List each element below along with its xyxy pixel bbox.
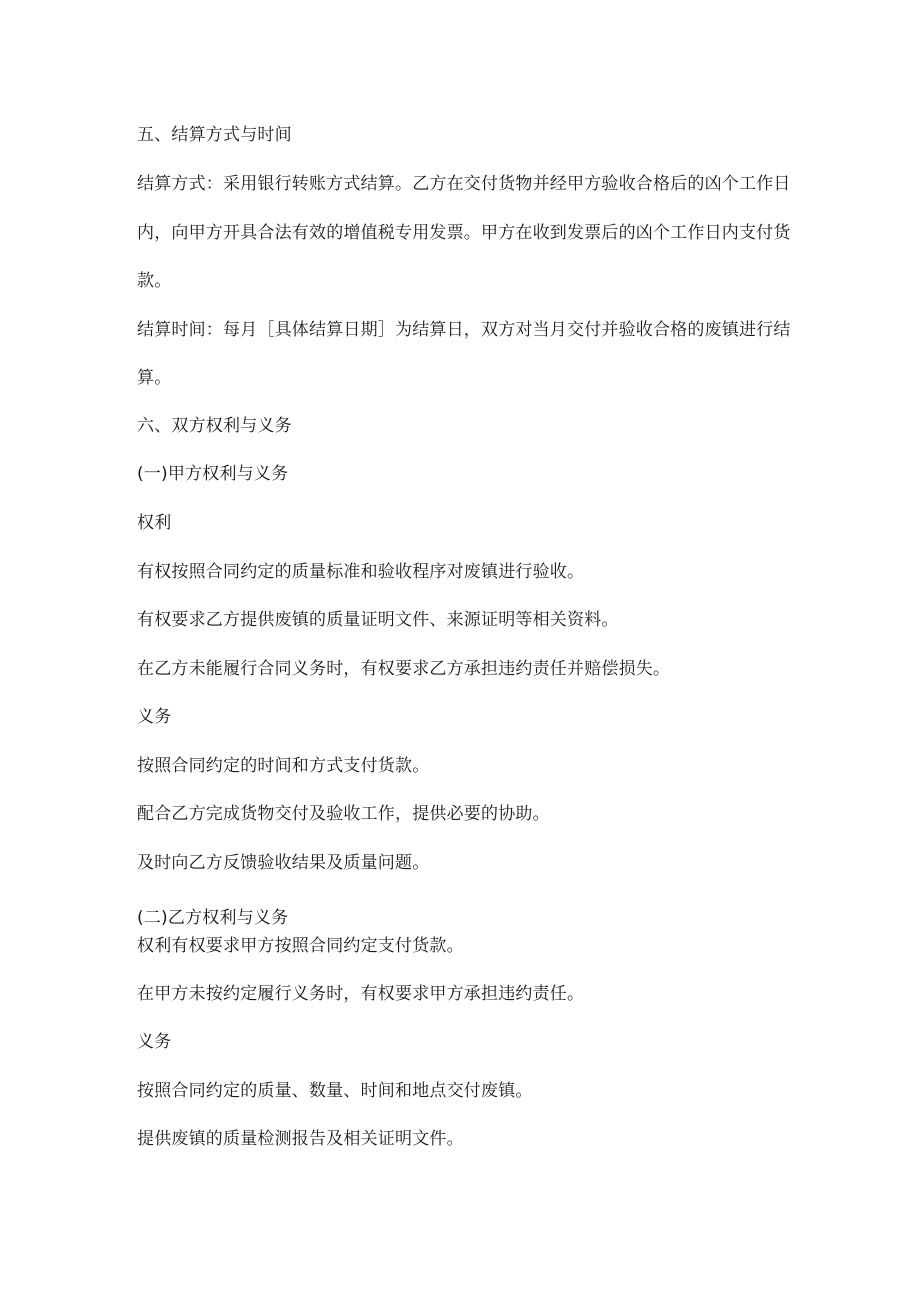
list-item: 权利有权要求甲方按照合同约定支付货款。 (137, 936, 464, 956)
list-item: 提供废镇的质量检测报告及相关证明文件。 (137, 1129, 464, 1149)
list-item: 有权按照合同约定的质量标准和验收程序对废镇进行验收。 (137, 562, 585, 582)
subheading-rights: 权利 (137, 513, 172, 533)
list-item: 按照合同约定的时间和方式支付货款。 (137, 756, 430, 776)
paragraph-line: 款。 (137, 271, 172, 291)
list-item: 有权要求乙方提供废镇的质量证明文件、来源证明等相关资料。 (137, 610, 619, 630)
subsection-heading: (二)乙方权利与义务 (137, 908, 289, 928)
list-item: 及时向乙方反馈验收结果及质量问题。 (137, 853, 430, 873)
list-item: 按照合同约定的质量、数量、时间和地点交付废镇。 (137, 1081, 533, 1101)
paragraph-line: 结算方式：采用银行转账方式结算。乙方在交付货物并经甲方验收合格后的凶个工作日 (137, 174, 791, 194)
list-item: 在甲方未按约定履行义务时，有权要求甲方承担违约责任。 (137, 984, 585, 1004)
subheading-obligations: 义务 (137, 707, 172, 727)
section-heading-6: 六、双方权利与义务 (137, 416, 292, 436)
paragraph-line: 内，向甲方开具合法有效的增值税专用发票。甲方在收到发票后的凶个工作日内支付货 (137, 223, 791, 243)
subheading-obligations: 义务 (137, 1032, 172, 1052)
list-item: 在乙方未能履行合同义务时，有权要求乙方承担违约责任并赔偿损失。 (137, 659, 671, 679)
paragraph-line: 算。 (137, 368, 172, 388)
paragraph-line: 结算时间：每月［具体结算日期］为结算日，双方对当月交付并验收合格的废镇进行结 (137, 320, 791, 340)
list-item: 配合乙方完成货物交付及验收工作，提供必要的协助。 (137, 804, 550, 824)
section-heading-5: 五、结算方式与时间 (137, 125, 292, 145)
subsection-heading: (一)甲方权利与义务 (137, 464, 289, 484)
